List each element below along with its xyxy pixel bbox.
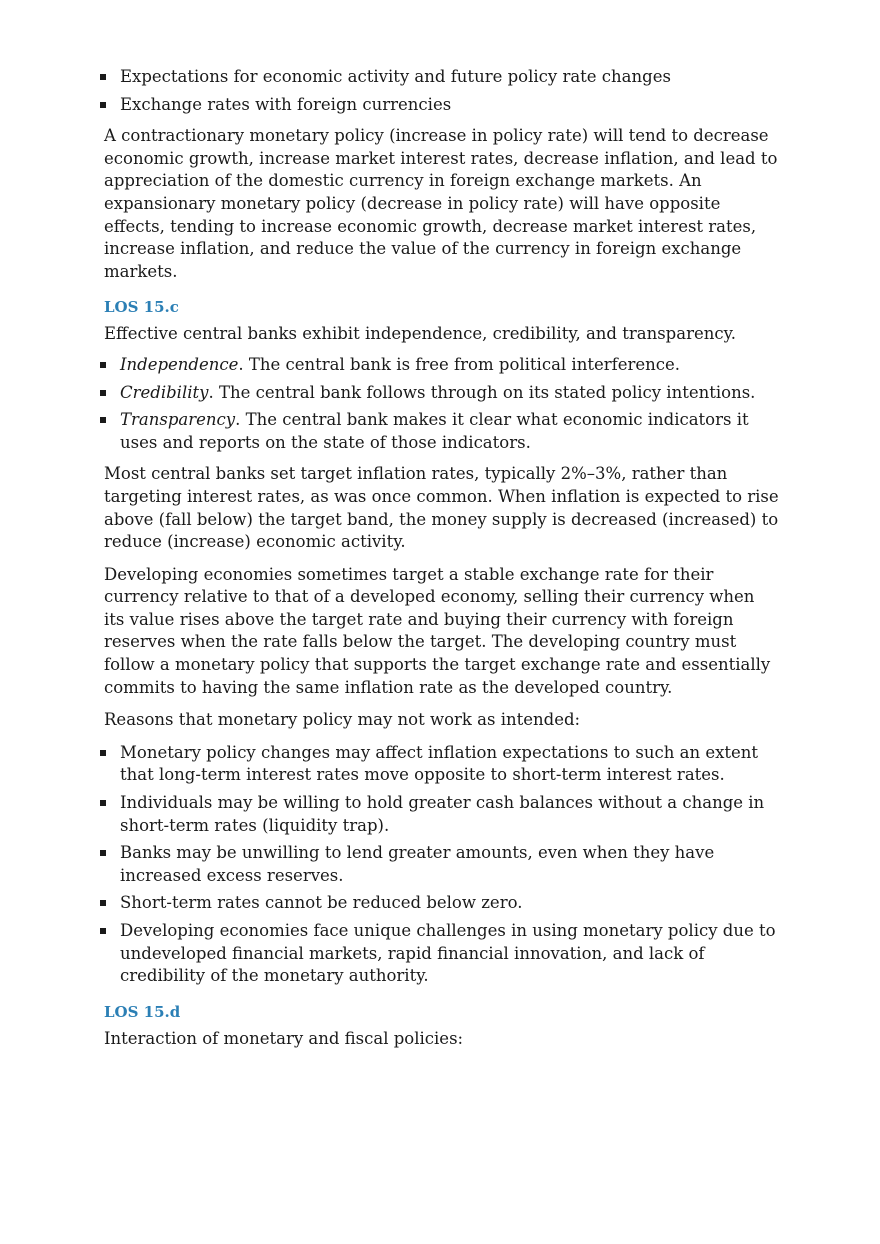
square-bullet-icon [100,750,106,756]
term-credibility: Credibility [120,382,209,402]
los-15c-intro: Effective central banks exhibit independence, credibility, and transparency. [104,324,736,344]
list-item: Short-term rates cannot be reduced below zero. [104,892,780,915]
los-15c-heading: LOS 15.c [104,298,179,317]
paragraph-inflation-targets: Most central banks set target inflation rates, typically 2%–3%, rather than targeting interest rates, as was once common. When inflation is expected to rise above (fall below) the target band, the money supply is decreased (increased) to reduce (increase) economic activity. [104,464,779,552]
list-item-independence: Independence. The central bank is free from political interference. [104,354,780,377]
term-transparency: Transparency [120,410,236,430]
square-bullet-icon [100,362,106,368]
list-item: Expectations for economic activity and future policy rate changes [104,66,780,89]
list-item: Developing economies face unique challenges in using monetary policy due to undeveloped financial markets, rapid financial innovation, and lack of credibility of the monetary authority. [104,920,780,988]
los-15d-heading: LOS 15.d [104,1002,181,1021]
square-bullet-icon [100,74,106,80]
square-bullet-icon [100,928,106,934]
square-bullet-icon [100,850,106,856]
list-item: Individuals may be willing to hold greater cash balances without a change in short-term rates (liquidity trap). [104,792,780,837]
reasons-intro: Reasons that monetary policy may not work as intended: [104,710,581,730]
paragraph-developing-economies: Developing economies sometimes target a stable exchange rate for their currency relative to that of a developed economy, selling their currency when its value rises above the target rate and buying their currency with foreign reserves when the rate falls below the target. The developing country must follow a monetary policy that supports the target exchange rate and essentially commits to having the same inflation rate as the developed country. [104,564,771,697]
list-item-credibility: Credibility. The central bank follows through on its stated policy intentions. [104,382,780,405]
square-bullet-icon [100,390,106,396]
list-item-transparency: Transparency. The central bank makes it clear what economic indicators it uses and reports on the state of those indicators. [104,409,780,454]
list-item: Banks may be unwilling to lend greater amounts, even when they have increased excess reserves. [104,842,780,887]
square-bullet-icon [100,800,106,806]
document-page [104,66,780,1060]
reasons-list [104,742,780,988]
term-independence: Independence [120,354,239,374]
top-bullet-list [104,66,780,116]
central-bank-qualities-list [104,354,780,454]
list-item: Exchange rates with foreign currencies [104,94,780,117]
paragraph-contractionary-policy: A contractionary monetary policy (increase in policy rate) will tend to decrease economic growth, increase market interest rates, decrease inflation, and lead to appreciation of the domestic currency in foreign exchange markets. An expansionary monetary policy (decrease in policy rate) will have opposite effects, tending to increase economic growth, decrease market interest rates, increase inflation, and reduce the value of the currency in foreign exchange markets. [104,126,778,281]
square-bullet-icon [100,102,106,108]
list-item: Monetary policy changes may affect inflation expectations to such an extent that long-term interest rates move opposite to short-term interest rates. [104,742,780,787]
square-bullet-icon [100,417,106,423]
square-bullet-icon [100,900,106,906]
los-15d-intro: Interaction of monetary and fiscal policies: [104,1028,464,1048]
